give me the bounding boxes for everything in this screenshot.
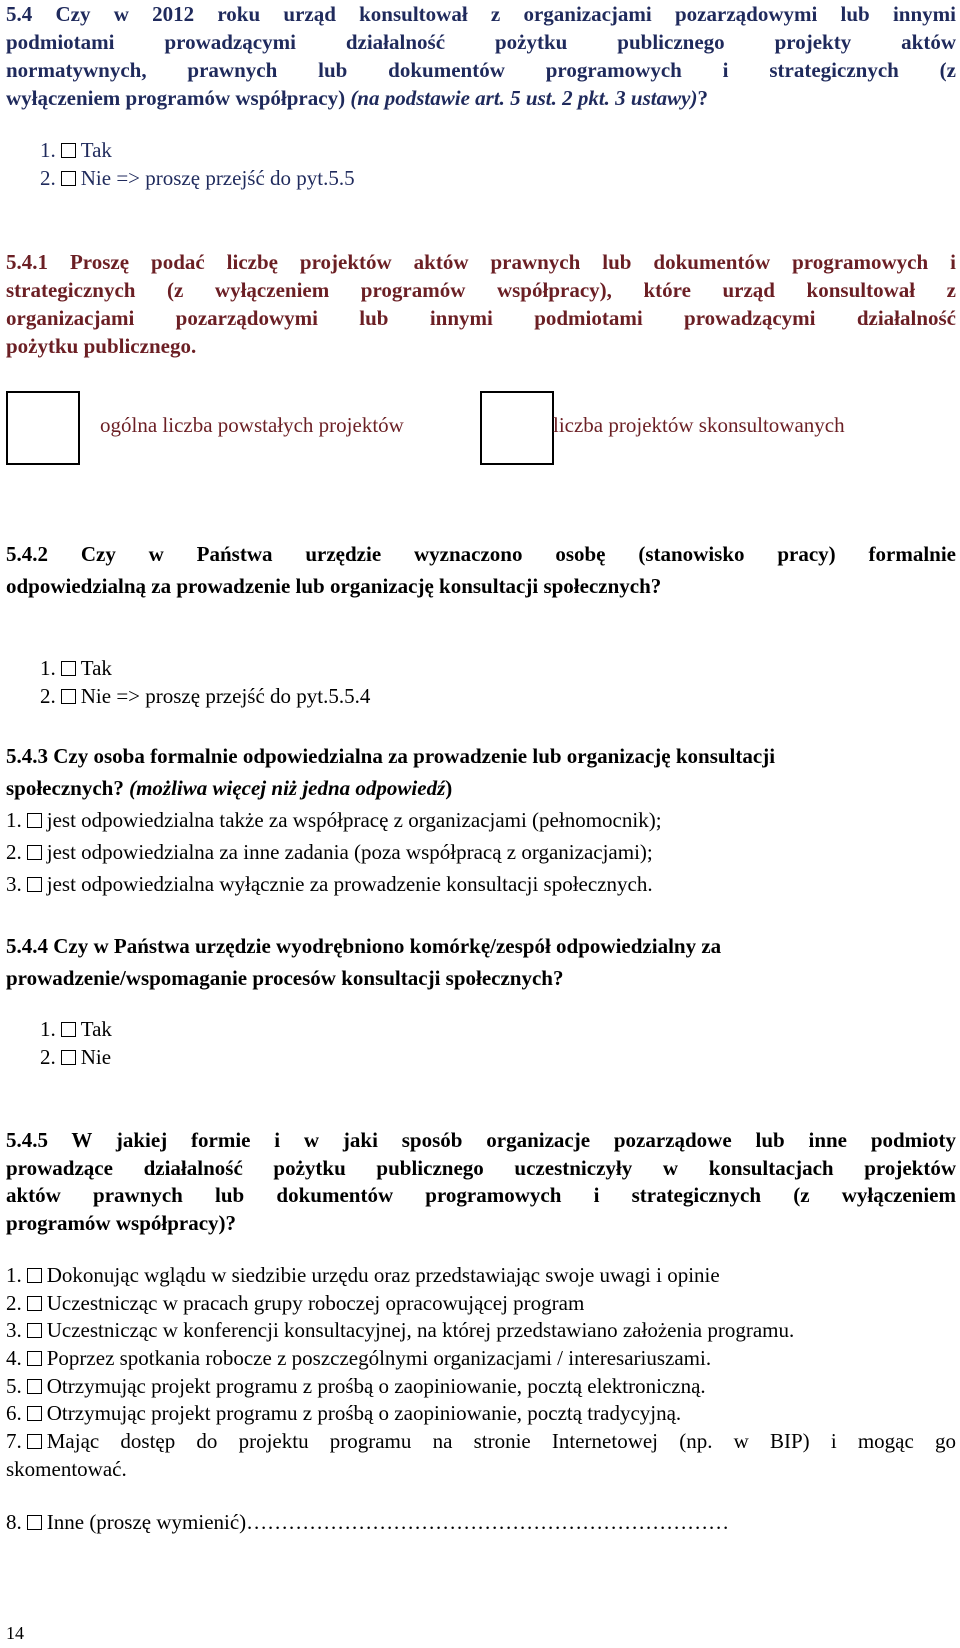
option-label: Uczestnicząc w pracach grupy roboczej opracowującej program [46, 1291, 585, 1315]
option-number: 1. [40, 656, 56, 680]
q542-line-1: 5.4.2 Czy w Państwa urzędzie wyznaczono osobę (stanowisko pracy) formalnie [6, 542, 956, 566]
checkbox[interactable] [61, 171, 76, 186]
option-number: 8. [6, 1510, 22, 1534]
option-label: Nie => proszę przejść do pyt.5.5.4 [80, 684, 371, 708]
total-projects-label: ogólna liczba powstałych projektów [100, 413, 404, 437]
checkbox[interactable] [27, 845, 42, 860]
option-label: jest odpowiedzialna wyłącznie za prowadzenie konsultacji społecznych. [46, 872, 653, 896]
option-number: 3. [6, 1318, 22, 1342]
q543-multiple-note: (możliwa więcej niż jedna odpowiedź [129, 776, 446, 800]
option-label: Tak [80, 656, 112, 680]
q545-option-5[interactable] [6, 1372, 706, 1400]
option-label: Nie [80, 1045, 112, 1069]
q545-option-7-continuation: skomentować. [6, 1457, 127, 1481]
option-label: Tak [80, 1017, 112, 1041]
q543-option-1[interactable] [6, 806, 662, 834]
q544-option-yes[interactable] [40, 1015, 112, 1043]
option-number: 2. [6, 1291, 22, 1315]
checkbox[interactable] [61, 689, 76, 704]
checkbox[interactable] [61, 661, 76, 676]
q541-line-4: pożytku publicznego. [6, 334, 197, 358]
checkbox[interactable] [27, 1379, 42, 1394]
q545-option-2[interactable] [6, 1289, 584, 1317]
option-number: 2. [40, 166, 56, 190]
checkbox[interactable] [61, 143, 76, 158]
q542-line-2: odpowiedzialną za prowadzenie lub organizację konsultacji społecznych? [6, 574, 662, 598]
q541-line-3: organizacjami pozarządowymi lub innymi podmiotami prowadzącymi działalność [6, 306, 956, 330]
checkbox[interactable] [61, 1022, 76, 1037]
checkbox[interactable] [27, 1515, 42, 1530]
option-number: 5. [6, 1374, 22, 1398]
option-label: Uczestnicząc w konferencji konsultacyjnej, na której przedstawiano założenia programu. [46, 1318, 795, 1342]
checkbox[interactable] [27, 1351, 42, 1366]
q542-option-yes[interactable] [40, 654, 112, 682]
q543-option-2[interactable] [6, 838, 653, 866]
option-label: Poprzez spotkania robocze z poszczególnymi organizacjami / interesariuszami. [46, 1346, 712, 1370]
option-number: 6. [6, 1401, 22, 1425]
q545-option-6[interactable] [6, 1399, 681, 1427]
q542-option-no[interactable] [40, 682, 370, 710]
option-label: Tak [80, 138, 112, 162]
option-number: 3. [6, 872, 22, 896]
checkbox[interactable] [27, 1434, 42, 1449]
option-label: Dokonując wglądu w siedzibie urzędu oraz przedstawiając swoje uwagi i opinie [46, 1263, 720, 1287]
page-number: 14 [6, 1623, 24, 1643]
option-number: 1. [6, 808, 22, 832]
q54-line-4 [6, 84, 956, 112]
consulted-projects-label: liczba projektów skonsultowanych [553, 413, 845, 437]
q545-option-3[interactable] [6, 1316, 794, 1344]
checkbox[interactable] [27, 1323, 42, 1338]
q545-line-3: aktów prawnych lub dokumentów programowych i strategicznych (z wyłączeniem [6, 1183, 956, 1207]
option-number: 2. [40, 684, 56, 708]
checkbox[interactable] [27, 1406, 42, 1421]
q545-option-1[interactable] [6, 1261, 720, 1289]
option-number: 1. [40, 1017, 56, 1041]
option-label: jest odpowiedzialna także za współpracę z organizacjami (pełnomocnik); [46, 808, 662, 832]
q54-line-4-suffix: ? [697, 86, 708, 110]
q54-line-2: podmiotami prowadzącymi działalność pożytku publicznego projekty aktów [6, 30, 956, 54]
checkbox[interactable] [27, 813, 42, 828]
checkbox[interactable] [27, 877, 42, 892]
q543-line-2-prefix: społecznych? [6, 776, 130, 800]
option-number: 2. [6, 840, 22, 864]
q545-line-2: prowadzące działalność pożytku publicznego uczestniczyły w konsultacjach projektów [6, 1156, 956, 1180]
q541-line-1: 5.4.1 Proszę podać liczbę projektów aktów prawnych lub dokumentów programowych i [6, 250, 956, 274]
checkbox[interactable] [27, 1268, 42, 1283]
checkbox[interactable] [61, 1050, 76, 1065]
total-projects-input-box[interactable] [6, 391, 80, 465]
consulted-projects-input-box[interactable] [480, 391, 554, 465]
q543-line-2 [6, 774, 956, 802]
option-number: 1. [40, 138, 56, 162]
q545-option-8[interactable] [6, 1508, 729, 1536]
q545-line-4: programów współpracy)? [6, 1211, 237, 1235]
q543-line-1: 5.4.3 Czy osoba formalnie odpowiedzialna za prowadzenie lub organizację konsultacji [6, 744, 776, 768]
q543-option-3[interactable] [6, 870, 653, 898]
option-number: 4. [6, 1346, 22, 1370]
q545-line-1: 5.4.5 W jakiej formie i w jaki sposób organizacje pozarządowe lub inne podmioty [6, 1128, 956, 1152]
q545-option-7[interactable] [6, 1427, 956, 1455]
q544-line-2: prowadzenie/wspomaganie procesów konsultacji społecznych? [6, 966, 564, 990]
checkbox[interactable] [27, 1296, 42, 1311]
q54-line-1: 5.4 Czy w 2012 roku urząd konsultował z organizacjami pozarządowymi lub innymi [6, 2, 956, 26]
q54-legal-basis: (na podstawie art. 5 ust. 2 pkt. 3 ustawy) [350, 86, 698, 110]
option-number: 2. [40, 1045, 56, 1069]
option-label: Mając dostęp do projektu programu na stronie Internetowej (np. w BIP) i mogąc go [46, 1429, 956, 1453]
q545-option-4[interactable] [6, 1344, 711, 1372]
q54-option-no[interactable] [40, 164, 355, 192]
option-label: Otrzymując projekt programu z prośbą o zaopiniowanie, pocztą elektroniczną. [46, 1374, 706, 1398]
q544-option-no[interactable] [40, 1043, 111, 1071]
q54-option-yes[interactable] [40, 136, 112, 164]
option-number: 7. [6, 1429, 22, 1453]
q54-line-4-prefix: wyłączeniem programów współpracy) [6, 86, 351, 110]
option-label: Otrzymując projekt programu z prośbą o zaopiniowanie, pocztą tradycyjną. [46, 1401, 682, 1425]
q541-line-2: strategicznych (z wyłączeniem programów współpracy), które urząd konsultował z [6, 278, 956, 302]
q54-line-3: normatywnych, prawnych lub dokumentów programowych i strategicznych (z [6, 58, 956, 82]
option-label: Inne (proszę wymienić)…………………………………………………………… [46, 1510, 730, 1534]
q544-line-1: 5.4.4 Czy w Państwa urzędzie wyodrębniono komórkę/zespół odpowiedzialny za [6, 934, 722, 958]
q543-line-2-suffix: ) [445, 776, 453, 800]
option-label: Nie => proszę przejść do pyt.5.5 [80, 166, 355, 190]
option-number: 1. [6, 1263, 22, 1287]
option-label: jest odpowiedzialna za inne zadania (poza współpracą z organizacjami); [46, 840, 653, 864]
